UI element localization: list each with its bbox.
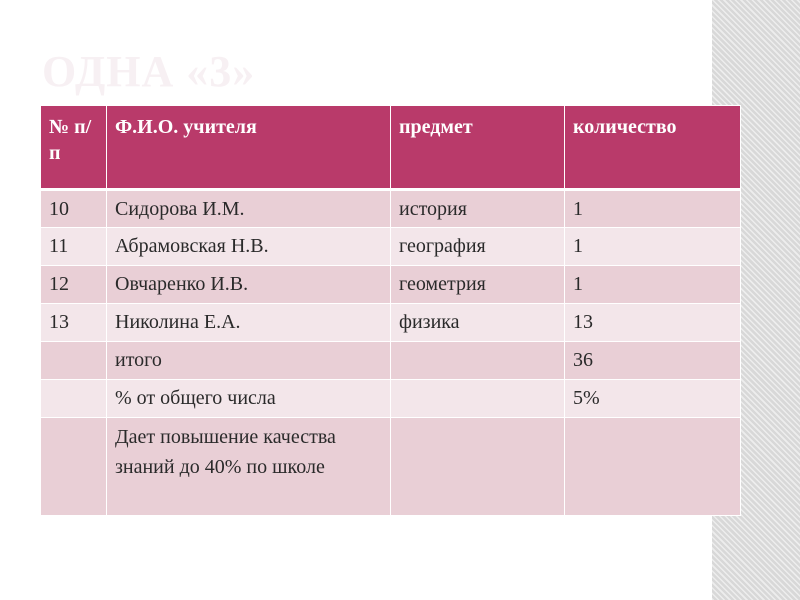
cell-count: 36 — [565, 342, 741, 380]
header-name: Ф.И.О. учителя — [107, 106, 391, 190]
slide-title: ОДНА «3» — [42, 47, 256, 96]
header-count: количество — [565, 106, 741, 190]
cell-name: Абрамовская Н.В. — [107, 228, 391, 266]
cell-subject: география — [391, 228, 565, 266]
table-header-row — [41, 106, 741, 190]
cell-name: Дает повышение качества знаний до 40% по школе — [107, 418, 391, 516]
cell-subject: физика — [391, 304, 565, 342]
header-subject: предмет — [391, 106, 565, 190]
cell-count: 5% — [565, 380, 741, 418]
cell-subject — [391, 380, 565, 418]
cell-num: 12 — [41, 266, 107, 304]
header-num: № п/п — [41, 106, 107, 190]
table-row — [41, 266, 741, 304]
teachers-table — [40, 105, 741, 516]
cell-num — [41, 418, 107, 516]
cell-num — [41, 380, 107, 418]
cell-count: 1 — [565, 190, 741, 228]
cell-count: 1 — [565, 228, 741, 266]
table-row — [41, 190, 741, 228]
cell-count: 1 — [565, 266, 741, 304]
cell-name: Николина Е.А. — [107, 304, 391, 342]
table-row-note — [41, 418, 741, 516]
cell-num: 13 — [41, 304, 107, 342]
table-row — [41, 304, 741, 342]
cell-count — [565, 418, 741, 516]
cell-subject: история — [391, 190, 565, 228]
cell-num: 10 — [41, 190, 107, 228]
table-row — [41, 228, 741, 266]
table-row-total — [41, 342, 741, 380]
cell-count: 13 — [565, 304, 741, 342]
cell-num: 11 — [41, 228, 107, 266]
cell-subject — [391, 342, 565, 380]
cell-name: % от общего числа — [107, 380, 391, 418]
cell-name: Овчаренко И.В. — [107, 266, 391, 304]
table-row-percent — [41, 380, 741, 418]
cell-subject — [391, 418, 565, 516]
cell-name: итого — [107, 342, 391, 380]
cell-name: Сидорова И.М. — [107, 190, 391, 228]
cell-num — [41, 342, 107, 380]
cell-subject: геометрия — [391, 266, 565, 304]
